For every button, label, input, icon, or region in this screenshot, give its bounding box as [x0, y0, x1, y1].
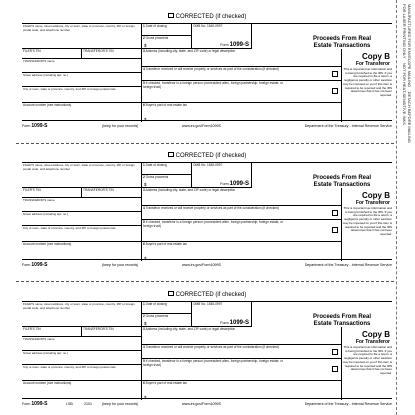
- filer-name-box[interactable]: [22, 163, 142, 188]
- box6-label: Buyer's part of real estate tax: [145, 103, 188, 107]
- box2-number: 2: [143, 314, 145, 318]
- box6-buyers-tax[interactable]: [142, 103, 342, 122]
- form-title: [292, 36, 392, 50]
- box3-address[interactable]: [142, 188, 342, 206]
- box4-property-services[interactable]: [142, 206, 342, 220]
- title-line-2: Estate Transactions: [313, 182, 371, 188]
- box4-checkbox[interactable]: [332, 210, 338, 216]
- form-copy-2: [22, 153, 392, 271]
- form-name: 1099-S: [229, 42, 249, 48]
- filer-tin-box[interactable]: [22, 188, 82, 198]
- account-number-label: Account number (see instructions): [23, 381, 72, 385]
- transferor-tin-label: TRANSFEROR'S TIN: [83, 188, 114, 192]
- account-number-label: Account number (see instructions): [23, 103, 72, 107]
- footer-dept: Department of the Treasury - Internal Revenue Service: [304, 263, 392, 267]
- box3-label: Address (including city, state, and ZIP code) or legal description: [145, 327, 236, 331]
- footer-keep: (keep for your records): [102, 263, 139, 267]
- omb-box: [192, 24, 252, 49]
- footer-form-name: 1099-S: [31, 262, 48, 268]
- street-address-box[interactable]: [22, 212, 142, 226]
- box1-number: 1: [143, 163, 145, 167]
- transferor-name-label: TRANSFEROR'S name: [23, 59, 55, 63]
- box2-label: Gross proceeds: [145, 175, 169, 179]
- box4-label: Transferor received or will receive property or services as part of the consideration (if checked): [145, 206, 279, 210]
- title-line-1: Proceeds From Real: [312, 175, 372, 181]
- box2-label: Gross proceeds: [145, 36, 169, 40]
- form-name: 1099-S: [229, 181, 249, 187]
- box6-dollar: $: [144, 117, 147, 122]
- notice-text: This is important tax information and is being furnished to the IRS. If you are required to file a return, a negligence penalty or other sanction may be imposed on you if this item is required to be reported and the IRS determines that it has not been reported.: [342, 67, 392, 97]
- box5-foreign-person[interactable]: [142, 220, 342, 242]
- corrected-checkbox[interactable]: [168, 291, 174, 296]
- footer-form-name: 1099-S: [31, 123, 48, 129]
- copy-label: Copy B: [362, 52, 390, 61]
- box4-number: 4: [143, 67, 145, 71]
- footer-url: www.irs.gov/Form1099S: [182, 263, 221, 267]
- transferor-name-label: TRANSFEROR'S name: [23, 337, 55, 341]
- box4-checkbox[interactable]: [332, 71, 338, 77]
- account-number-label: Account number (see instructions): [23, 242, 72, 246]
- box2-gross-proceeds[interactable]: [142, 36, 192, 49]
- box2-dollar: $: [144, 321, 147, 326]
- street-address-box[interactable]: [22, 351, 142, 365]
- box1-date-of-closing[interactable]: [142, 163, 192, 175]
- copy-for: For Transferor: [355, 339, 390, 345]
- form-prefix: Form: [220, 321, 229, 325]
- box4-label: Transferor received or will receive property or services as part of the consideration (if checked): [145, 67, 279, 71]
- title-line-1: Proceeds From Real: [312, 314, 372, 320]
- title-line-1: Proceeds From Real: [312, 36, 372, 42]
- box4-number: 4: [143, 206, 145, 210]
- box1-label: Date of closing: [145, 302, 167, 306]
- footer-dept: Department of the Treasury - Internal Revenue Service: [304, 402, 392, 406]
- cut-line: [16, 281, 394, 282]
- footer-form-prefix: Form: [22, 263, 31, 267]
- footer-form-prefix: Form: [22, 402, 31, 406]
- corrected-checkbox[interactable]: [168, 152, 174, 157]
- street-address-label: Street address (including apt. no.): [23, 351, 69, 355]
- filer-name-box[interactable]: [22, 24, 142, 49]
- box1-number: 1: [143, 24, 145, 28]
- box5-number: 5: [143, 359, 145, 363]
- filer-name-label: FILER'S name, street address, city or town, state or province, country, ZIP or foreign postal code, and telephone number: [23, 24, 135, 32]
- box3-label: Address (including city, state, and ZIP code) or legal description: [145, 188, 236, 192]
- box5-label: If checked, transferor is a foreign person (nonresident alien, foreign partnership, foreign estate, or foreign trust): [143, 81, 283, 89]
- form-title: [292, 175, 392, 189]
- box6-dollar: $: [144, 395, 147, 400]
- box1-date-of-closing[interactable]: [142, 302, 192, 314]
- account-number-box[interactable]: [22, 103, 142, 122]
- box5-foreign-person[interactable]: [142, 359, 342, 381]
- margin-text-1: MANUFACTURED FOR ENVELOPE MAILING: [407, 4, 412, 88]
- form-name: 1099-S: [229, 320, 249, 326]
- box2-number: 2: [143, 36, 145, 40]
- omb-box: [192, 163, 252, 188]
- transferor-name-label: TRANSFEROR'S name: [23, 198, 55, 202]
- cut-line: [16, 143, 394, 144]
- transferor-name-box[interactable]: [22, 198, 142, 212]
- box4-number: 4: [143, 345, 145, 349]
- box4-property-services[interactable]: [142, 67, 342, 81]
- footer-form-name: 1099-S: [31, 401, 48, 407]
- street-address-label: Street address (including apt. no.): [23, 73, 69, 77]
- copy-for: For Transferor: [355, 200, 390, 206]
- form-title: [292, 314, 392, 328]
- box6-label: Buyer's part of real estate tax: [145, 242, 188, 246]
- box6-number: 6: [143, 242, 145, 246]
- box3-address[interactable]: [142, 327, 342, 345]
- transferor-name-box[interactable]: [22, 59, 142, 73]
- perforation-line-vertical: [396, 0, 397, 415]
- omb-box: [192, 302, 252, 327]
- corrected-label: CORRECTED (if checked): [175, 14, 247, 20]
- margin-text-3: FOR LASER PRINTING ONLY: [402, 4, 407, 59]
- street-address-box[interactable]: [22, 73, 142, 87]
- box6-number: 6: [143, 103, 145, 107]
- box2-label: Gross proceeds: [145, 314, 169, 318]
- filer-tin-label: FILER'S TIN: [23, 49, 41, 53]
- filer-name-label: FILER'S name, street address, city or town, state or province, country, ZIP or foreign postal code, and telephone number: [23, 163, 135, 171]
- box3-number: 3: [143, 49, 145, 53]
- footer-code-2: 2101: [84, 402, 92, 406]
- corrected-row: [22, 14, 392, 21]
- box6-number: 6: [143, 381, 145, 385]
- form-grid: [22, 162, 392, 260]
- box2-number: 2: [143, 175, 145, 179]
- corrected-row: [22, 292, 392, 299]
- footer-url: www.irs.gov/Form1099S: [182, 402, 221, 406]
- box5-number: 5: [143, 81, 145, 85]
- transferor-name-box[interactable]: [22, 337, 142, 351]
- city-box[interactable]: [22, 87, 142, 103]
- box2-gross-proceeds[interactable]: [142, 175, 192, 188]
- box5-checkbox[interactable]: [332, 88, 338, 94]
- form-copy-3: [22, 292, 392, 410]
- notice-text: This is important tax information and is being furnished to the IRS. If you are required to file a return, a negligence penalty or other sanction may be imposed on you if this item is required to be reported and the IRS determines that it has not been reported.: [342, 206, 392, 236]
- box5-label: If checked, transferor is a foreign person (nonresident alien, foreign partnership, foreign estate, or foreign trust): [143, 220, 283, 228]
- box5-checkbox[interactable]: [332, 366, 338, 372]
- form-footer: [22, 400, 392, 408]
- corrected-label: CORRECTED (if checked): [175, 153, 247, 159]
- box3-number: 3: [143, 188, 145, 192]
- transferor-tin-box[interactable]: [82, 188, 142, 198]
- margin-instructions: [400, 4, 412, 412]
- box1-label: Date of closing: [145, 24, 167, 28]
- form-prefix: Form: [220, 43, 229, 47]
- box5-foreign-person[interactable]: [142, 81, 342, 103]
- transferor-tin-box[interactable]: [82, 327, 142, 337]
- box6-dollar: $: [144, 256, 147, 261]
- box6-buyers-tax[interactable]: [142, 381, 342, 400]
- footer-keep: (keep for your records): [102, 402, 139, 406]
- box1-date-of-closing[interactable]: [142, 24, 192, 36]
- box2-gross-proceeds[interactable]: [142, 314, 192, 327]
- city-box[interactable]: [22, 226, 142, 242]
- filer-name-box[interactable]: [22, 302, 142, 327]
- box4-property-services[interactable]: [142, 345, 342, 359]
- box1-label: Date of closing: [145, 163, 167, 167]
- title-line-2: Estate Transactions: [313, 321, 371, 327]
- footer-url: www.irs.gov/Form1099S: [182, 124, 221, 128]
- form-grid: [22, 301, 392, 399]
- filer-name-label: FILER'S name, street address, city or town, state or province, country, ZIP or foreign postal code, and telephone number: [23, 302, 135, 310]
- transferor-tin-box[interactable]: [82, 49, 142, 59]
- footer-form-prefix: Form: [22, 124, 31, 128]
- box2-dollar: $: [144, 182, 147, 187]
- box3-number: 3: [143, 327, 145, 331]
- transferor-tin-label: TRANSFEROR'S TIN: [83, 49, 114, 53]
- box6-buyers-tax[interactable]: [142, 242, 342, 261]
- form-footer: [22, 122, 392, 130]
- form-footer: [22, 261, 392, 269]
- form-prefix: Form: [220, 182, 229, 186]
- filer-tin-label: FILER'S TIN: [23, 327, 41, 331]
- filer-tin-label: FILER'S TIN: [23, 188, 41, 192]
- box6-label: Buyer's part of real estate tax: [145, 381, 188, 385]
- corrected-row: [22, 153, 392, 160]
- form-copy-1: [22, 14, 392, 132]
- city-box[interactable]: [22, 365, 142, 381]
- title-line-2: Estate Transactions: [313, 43, 371, 49]
- copy-for: For Transferor: [355, 61, 390, 67]
- street-address-label: Street address (including apt. no.): [23, 212, 69, 216]
- form-grid: [22, 23, 392, 121]
- notice-text: This is important tax information and is being furnished to the IRS. If you are required to file a return, a negligence penalty or other sanction may be imposed on you if this item is required to be reported and the IRS determines that it has not been reported.: [342, 345, 392, 375]
- box5-label: If checked, transferor is a foreign person (nonresident alien, foreign partnership, foreign estate, or foreign trust): [143, 359, 283, 367]
- corrected-checkbox[interactable]: [168, 13, 174, 18]
- footer-keep: (keep for your records): [102, 124, 139, 128]
- copy-label: Copy B: [362, 330, 390, 339]
- filer-tin-box[interactable]: [22, 327, 82, 337]
- box3-label: Address (including city, state, and ZIP code) or legal description: [145, 49, 236, 53]
- omb-number: OMB No. 1545-0997: [193, 24, 223, 28]
- box3-address[interactable]: [142, 49, 342, 67]
- box1-number: 1: [143, 302, 145, 306]
- footer-code: LSB: [66, 402, 73, 406]
- city-label: City or town, state or province, country, and ZIP or foreign postal code: [23, 226, 116, 230]
- box4-checkbox[interactable]: [332, 349, 338, 355]
- corrected-label: CORRECTED (if checked): [175, 292, 247, 298]
- margin-text-2: DETACH BEFORE MAILING: [407, 91, 412, 143]
- footer-dept: Department of the Treasury - Internal Revenue Service: [304, 124, 392, 128]
- account-number-box[interactable]: [22, 381, 142, 400]
- filer-tin-box[interactable]: [22, 49, 82, 59]
- account-number-box[interactable]: [22, 242, 142, 261]
- transferor-tin-label: TRANSFEROR'S TIN: [83, 327, 114, 331]
- box5-checkbox[interactable]: [332, 227, 338, 233]
- omb-number: OMB No. 1545-0997: [193, 163, 223, 167]
- margin-text-4: NOT FOR HEAT-SENSITIVE INKS: [402, 62, 407, 125]
- city-label: City or town, state or province, country, and ZIP or foreign postal code: [23, 365, 116, 369]
- omb-number: OMB No. 1545-0997: [193, 302, 223, 306]
- city-label: City or town, state or province, country, and ZIP or foreign postal code: [23, 87, 116, 91]
- copy-label: Copy B: [362, 191, 390, 200]
- box5-number: 5: [143, 220, 145, 224]
- box4-label: Transferor received or will receive property or services as part of the consideration (if checked): [145, 345, 279, 349]
- box2-dollar: $: [144, 43, 147, 48]
